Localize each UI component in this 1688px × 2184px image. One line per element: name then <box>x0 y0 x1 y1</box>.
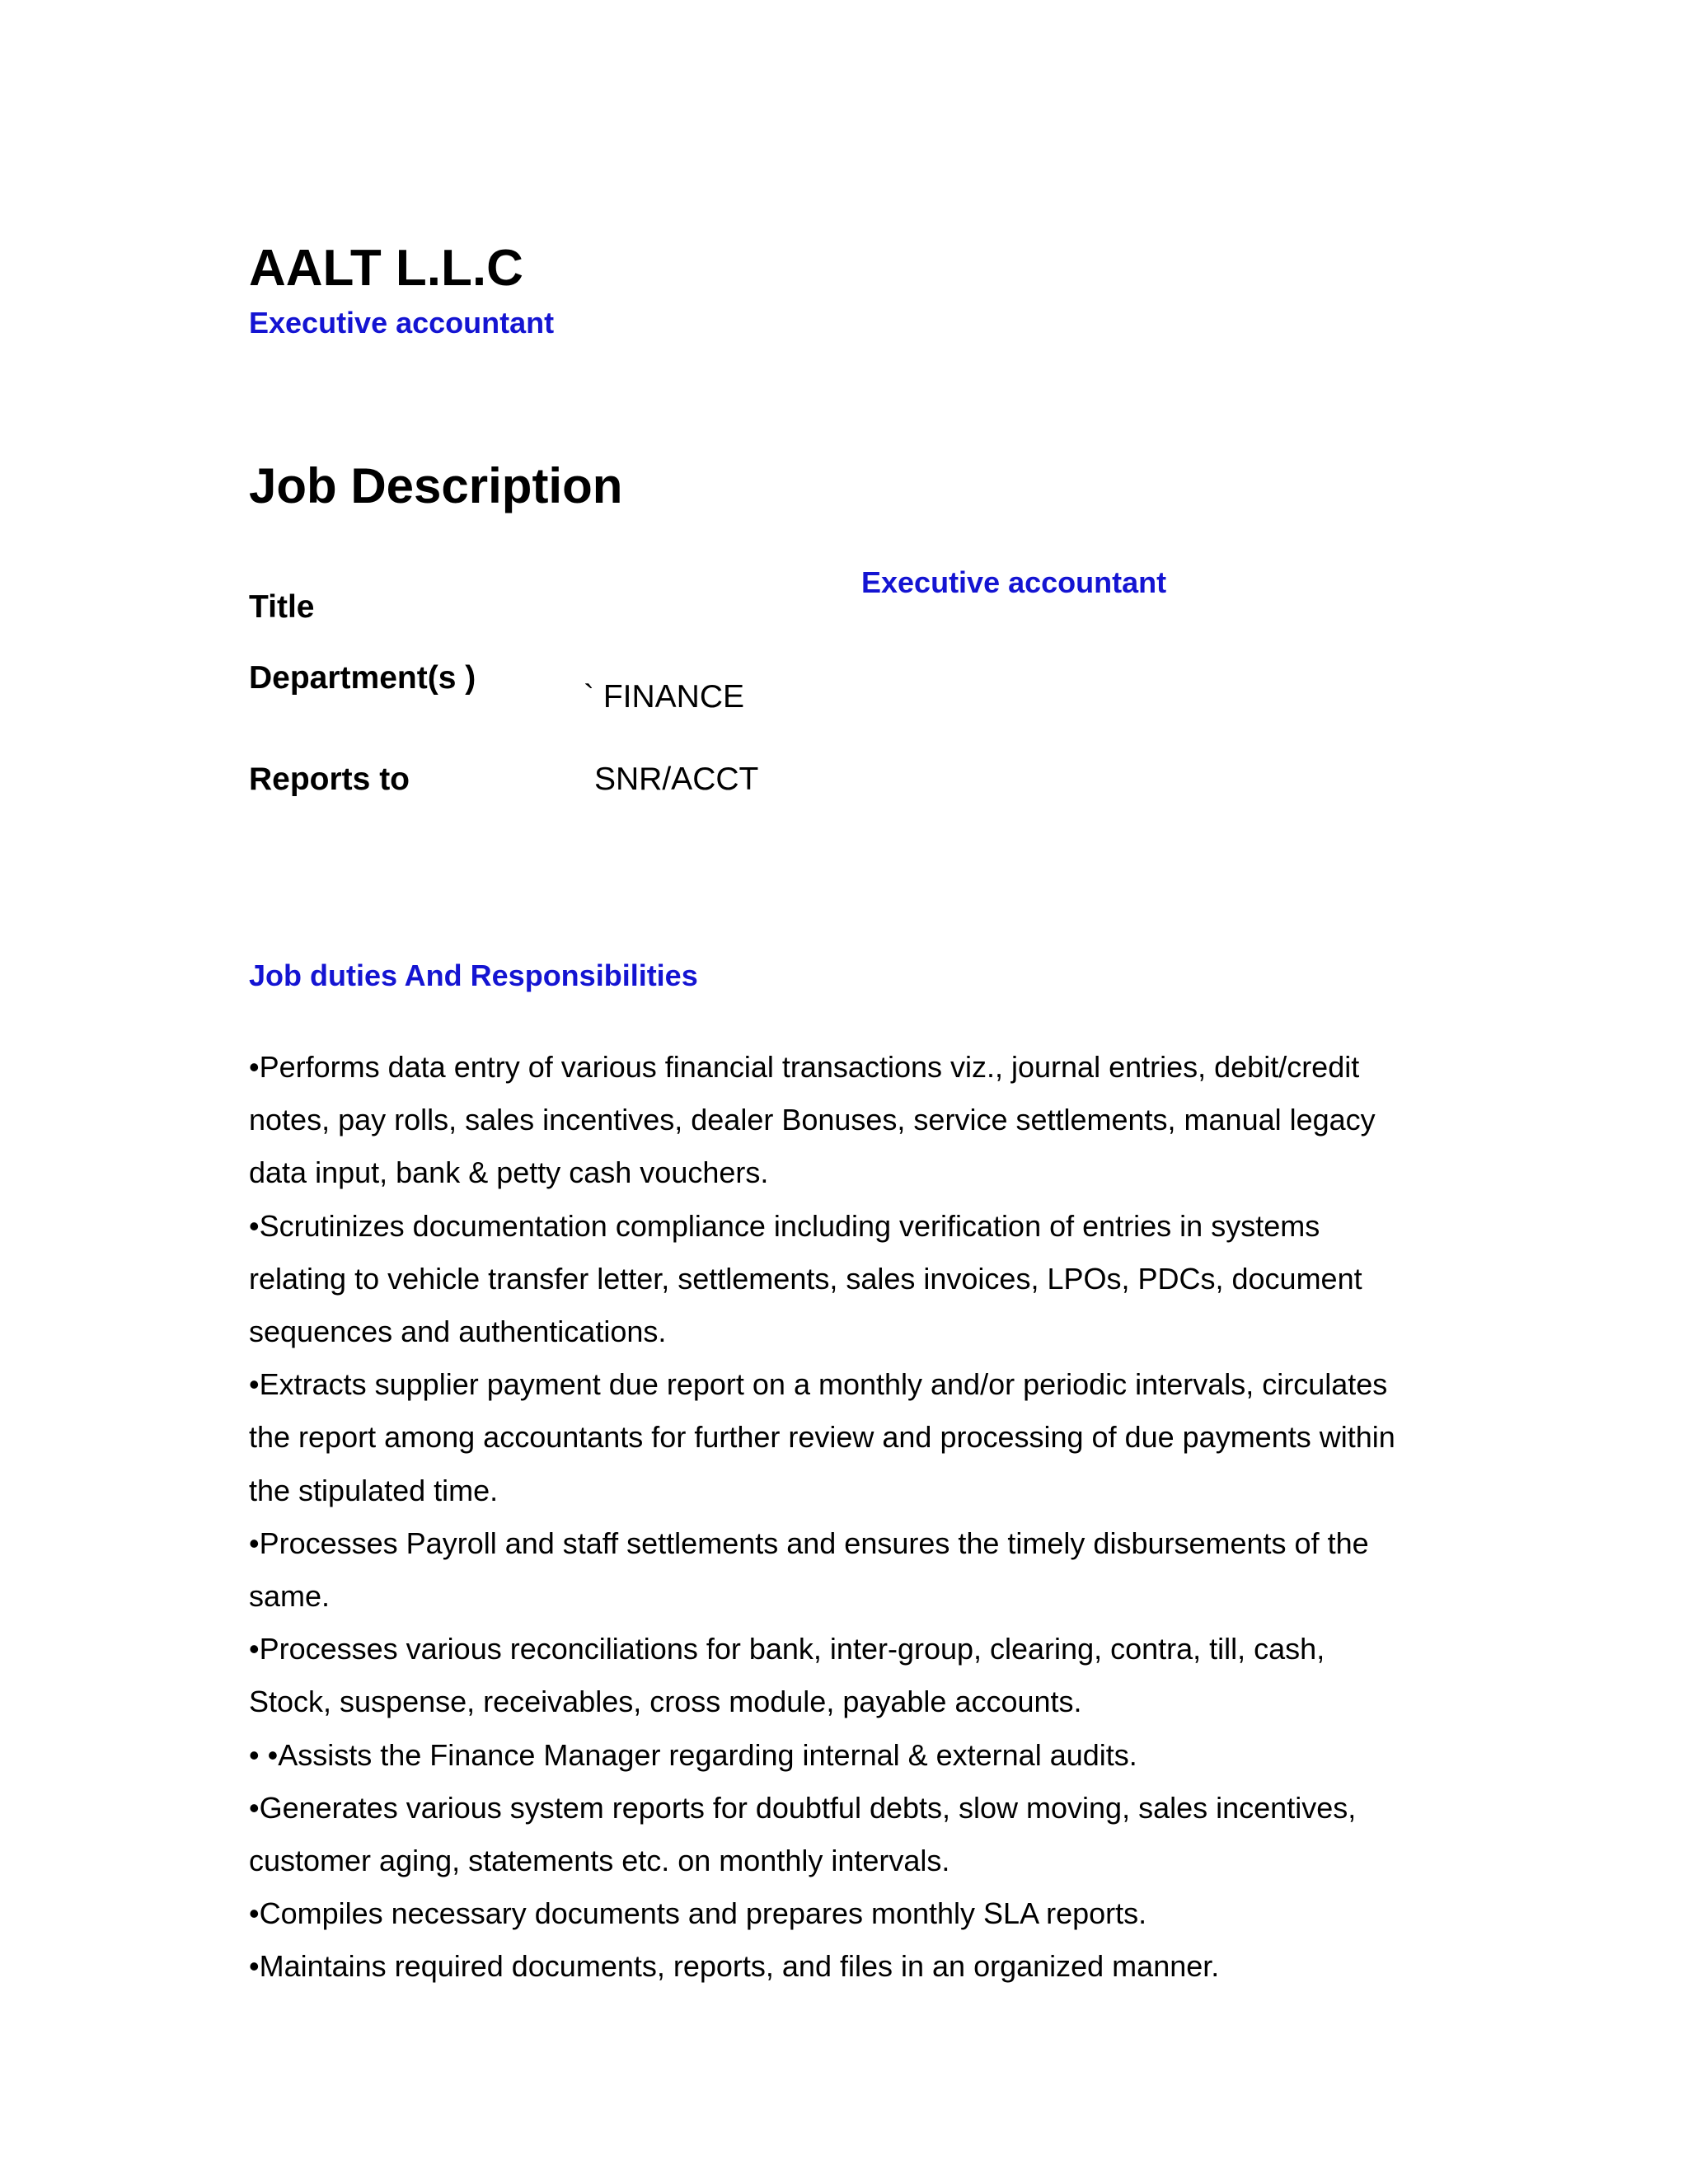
duty-line: •Generates various system reports for doubtful debts, slow moving, sales incentives, <box>249 1790 1357 1825</box>
duty-line: the report among accountants for further review and processing of due payments within <box>249 1420 1395 1455</box>
title-label: Title <box>249 589 315 625</box>
duty-line: •Extracts supplier payment due report on a monthly and/or periodic intervals, circulates <box>249 1367 1388 1402</box>
department-label: Department(s ) <box>249 660 476 696</box>
duty-line: •Scrutinizes documentation compliance including verification of entries in systems <box>249 1208 1320 1243</box>
duties-heading: Job duties And Responsibilities <box>249 958 698 992</box>
position-subtitle: Executive accountant <box>249 306 555 340</box>
duty-line: •Compiles necessary documents and prepares monthly SLA reports. <box>249 1896 1147 1931</box>
reports-to-value: SNR/ACCT <box>594 762 759 797</box>
duty-line: •Processes Payroll and staff settlements and ensures the timely disbursements of the <box>249 1526 1369 1560</box>
duty-line: sequences and authentications. <box>249 1315 667 1349</box>
duty-line: •Maintains required documents, reports, and files in an organized manner. <box>249 1949 1220 1984</box>
duty-line: the stipulated time. <box>249 1473 499 1507</box>
duty-line: • •Assists the Finance Manager regarding internal & external audits. <box>249 1737 1137 1772</box>
duty-line: relating to vehicle transfer letter, settlements, sales invoices, LPOs, PDCs, document <box>249 1261 1362 1296</box>
department-value: ` FINANCE <box>584 679 744 715</box>
duty-line: customer aging, statements etc. on monthly intervals. <box>249 1844 950 1878</box>
title-value: Executive accountant <box>861 565 1167 599</box>
duties-list <box>249 1041 1452 1994</box>
reports-to-label: Reports to <box>249 762 410 797</box>
duty-line: same. <box>249 1579 331 1614</box>
duty-line: notes, pay rolls, sales incentives, dealer Bonuses, service settlements, manual legacy <box>249 1103 1376 1137</box>
job-description-heading: Job Description <box>249 458 623 513</box>
duty-line: •Performs data entry of various financial transactions viz., journal entries, debit/credit <box>249 1050 1360 1084</box>
duty-line: •Processes various reconciliations for bank, inter-group, clearing, contra, till, cash, <box>249 1632 1325 1666</box>
company-name: AALT L.L.C <box>249 240 523 297</box>
duty-line: data input, bank & petty cash vouchers. <box>249 1155 769 1190</box>
duty-line: Stock, suspense, receivables, cross module, payable accounts. <box>249 1685 1082 1719</box>
